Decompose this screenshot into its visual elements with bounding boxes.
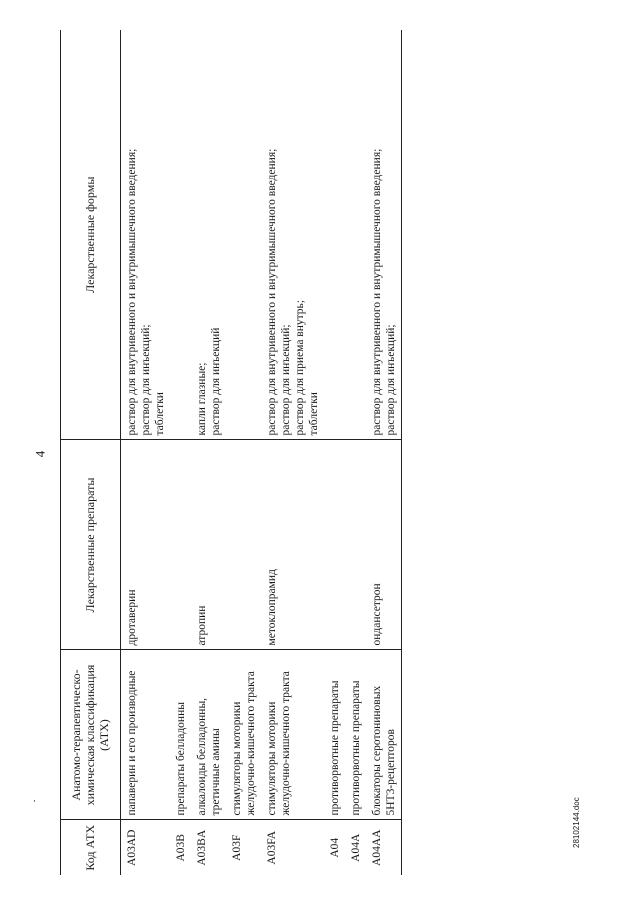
document-id-footer: 28102144.doc [572,797,581,848]
row-drug [345,440,366,650]
row-drug [226,440,261,650]
row-classification: стимуляторы моторики желудочно-кишечного тракта [226,650,261,820]
row-code: A04AA [366,820,402,875]
table-header-row [61,30,121,875]
row-classification: стимуляторы моторики желудочно-кишечного тракта [261,650,324,820]
row-drug: атропин [191,440,226,650]
row-code: A03AD [126,829,138,866]
header-code: Код АТХ [61,820,121,875]
row-classification: блокаторы серотониновых 5HT3-рецепторов [366,650,402,820]
row-classification: препараты белладонны [170,650,191,820]
row-code: A03B [175,834,187,862]
row-classification: папаверин и его производные [121,650,171,820]
row-classification: противорвотные препараты [345,650,366,820]
row-forms: раствор для внутривенного и внутримышечного введения; раствор для инъекций; таблетки [121,30,171,440]
atc-drug-table [60,30,402,875]
row-forms: раствор для внутривенного и внутримышечного введения; раствор для инъекций; [366,30,402,440]
row-drug: метоклопрамид [261,440,324,650]
row-forms [345,30,366,440]
row-classification: противорвотные препараты [324,650,345,820]
row-drug [324,440,345,650]
header-drugs: Лекарственные препараты [61,440,121,650]
table-row [366,30,402,875]
row-code: A04 [329,837,341,858]
row-code: A03FA [266,830,278,865]
row-classification: алкалоиды белладонны, третичные амины [191,650,226,820]
header-forms: Лекарственные формы [61,30,121,440]
table-row [226,30,261,875]
row-drug: ондансетрон [366,440,402,650]
table-row [261,30,324,875]
row-forms [226,30,261,440]
row-drug [170,440,191,650]
table-row [324,30,345,875]
page-number: 4 [32,450,48,458]
header-classification: Анатомо-терапевтическо-химическая классификация (АТХ) [61,650,121,820]
row-code: A04A [350,833,362,862]
row-forms [170,30,191,440]
table-row [170,30,191,875]
table-row [345,30,366,875]
document-page-content [60,30,585,875]
table-row [191,30,226,875]
row-code: A03BA [196,829,208,866]
row-code: A03F [231,834,243,861]
row-drug: дротаверин [121,440,171,650]
scan-artifact [34,800,35,802]
table-row [121,30,171,875]
row-forms: капли глазные; раствор для инъекций [191,30,226,440]
row-forms [324,30,345,440]
row-forms: раствор для внутривенного и внутримышечного введения; раствор для инъекций; раствор для приема внутрь; таблетки [261,30,324,440]
